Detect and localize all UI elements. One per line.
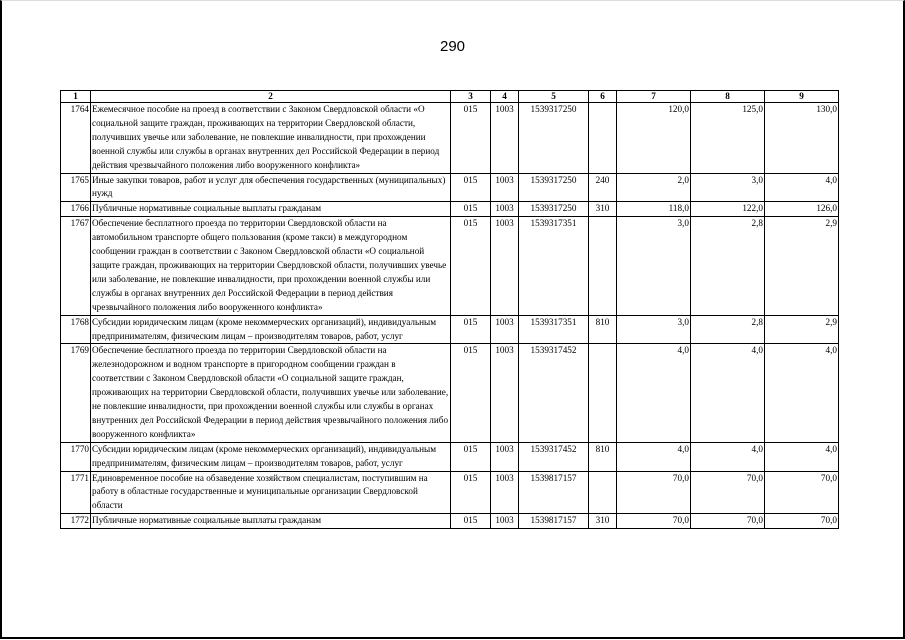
row-number: 1770	[61, 442, 91, 471]
value-year3: 2,9	[765, 217, 839, 315]
row-name: Обеспечение бесплатного проезда по территории Свердловской области на автомобильном транспорте общего пользования (кроме такси) в междугородном сообщении граждан в соответствии с Законом Свердловской области «О социальной защите граждан, проживающих на территории Свердловской области, получивших увечье или заболевание, не повлекшие инвалидности, при прохождении военной службы или службы в органах внутренних дел Российской Федерации в период действия чрезвычайного положения либо вооруженного конфликта»	[91, 217, 451, 315]
target-code: 1539817157	[519, 471, 589, 514]
expense-code: 310	[589, 202, 617, 217]
expense-code	[589, 217, 617, 315]
row-name: Публичные нормативные социальные выплаты гражданам	[91, 514, 451, 529]
budget-table	[60, 90, 839, 529]
value-year1: 4,0	[617, 442, 691, 471]
value-year1: 118,0	[617, 202, 691, 217]
row-name: Субсидии юридическим лицам (кроме некоммерческих организаций), индивидуальным предпринимателям, физическим лицам – производителям товаров, работ, услуг	[91, 315, 451, 344]
table-row	[61, 202, 839, 217]
ministry-code: 015	[451, 344, 491, 442]
value-year2: 122,0	[691, 202, 765, 217]
value-year1: 2,0	[617, 173, 691, 202]
row-number: 1765	[61, 173, 91, 202]
row-name: Обеспечение бесплатного проезда по территории Свердловской области на железнодорожном и водном транспорте в пригородном сообщении граждан в соответствии с Законом Свердловской области «О социальной защите граждан, проживающих на территории Свердловской области, получивших увечье или заболевание, не повлекшие инвалидности, при прохождении военной службы или службы в органах внутренних дел Российской Федерации в период действия чрезвычайного положения либо вооруженного конфликта»	[91, 344, 451, 442]
ministry-code: 015	[451, 442, 491, 471]
value-year3: 4,0	[765, 173, 839, 202]
target-code: 1539317351	[519, 217, 589, 315]
row-number: 1771	[61, 471, 91, 514]
table-row	[61, 442, 839, 471]
header-cell: 6	[589, 91, 617, 103]
header-cell: 5	[519, 91, 589, 103]
header-cell: 7	[617, 91, 691, 103]
table-row	[61, 103, 839, 174]
row-name: Субсидии юридическим лицам (кроме некоммерческих организаций), индивидуальным предпринимателям, физическим лицам – производителям товаров, работ, услуг	[91, 442, 451, 471]
page-number: 290	[439, 38, 466, 55]
value-year1: 3,0	[617, 315, 691, 344]
section-code: 1003	[491, 217, 519, 315]
expense-code: 240	[589, 173, 617, 202]
section-code: 1003	[491, 103, 519, 174]
row-name: Публичные нормативные социальные выплаты гражданам	[91, 202, 451, 217]
target-code: 1539317250	[519, 173, 589, 202]
row-number: 1767	[61, 217, 91, 315]
value-year2: 2,8	[691, 315, 765, 344]
expense-code: 810	[589, 315, 617, 344]
section-code: 1003	[491, 442, 519, 471]
value-year3: 130,0	[765, 103, 839, 174]
section-code: 1003	[491, 471, 519, 514]
value-year3: 70,0	[765, 471, 839, 514]
value-year3: 70,0	[765, 514, 839, 529]
header-cell: 8	[691, 91, 765, 103]
header-cell: 4	[491, 91, 519, 103]
value-year1: 70,0	[617, 514, 691, 529]
value-year1: 120,0	[617, 103, 691, 174]
table-row	[61, 344, 839, 442]
row-number: 1769	[61, 344, 91, 442]
value-year3: 2,9	[765, 315, 839, 344]
expense-code	[589, 103, 617, 174]
expense-code	[589, 471, 617, 514]
value-year3: 4,0	[765, 344, 839, 442]
row-name: Ежемесячное пособие на проезд в соответствии с Законом Свердловской области «О социальной защите граждан, проживающих на территории Свердловской области, получивших увечье или заболевание, не повлекшие инвалидности, при прохождении военной службы или службы в органах внутренних дел Российской Федерации в период действия чрезвычайного положения либо вооруженного конфликта»	[91, 103, 451, 174]
value-year2: 70,0	[691, 471, 765, 514]
value-year2: 4,0	[691, 344, 765, 442]
value-year3: 126,0	[765, 202, 839, 217]
table-row	[61, 471, 839, 514]
section-code: 1003	[491, 344, 519, 442]
expense-code	[589, 344, 617, 442]
section-code: 1003	[491, 514, 519, 529]
value-year2: 70,0	[691, 514, 765, 529]
ministry-code: 015	[451, 514, 491, 529]
ministry-code: 015	[451, 471, 491, 514]
header-row	[61, 91, 839, 103]
ministry-code: 015	[451, 202, 491, 217]
header-cell: 9	[765, 91, 839, 103]
row-number: 1766	[61, 202, 91, 217]
value-year2: 2,8	[691, 217, 765, 315]
table-row	[61, 315, 839, 344]
ministry-code: 015	[451, 103, 491, 174]
table-row	[61, 514, 839, 529]
header-cell: 3	[451, 91, 491, 103]
value-year1: 4,0	[617, 344, 691, 442]
target-code: 1539317452	[519, 344, 589, 442]
target-code: 1539817157	[519, 514, 589, 529]
value-year2: 125,0	[691, 103, 765, 174]
target-code: 1539317351	[519, 315, 589, 344]
table-row	[61, 173, 839, 202]
header-cell: 1	[61, 91, 91, 103]
target-code: 1539317250	[519, 103, 589, 174]
header-cell: 2	[91, 91, 451, 103]
expense-code: 810	[589, 442, 617, 471]
section-code: 1003	[491, 202, 519, 217]
expense-code: 310	[589, 514, 617, 529]
table-row	[61, 217, 839, 315]
section-code: 1003	[491, 173, 519, 202]
row-name: Единовременное пособие на обзаведение хозяйством специалистам, поступившим на работу в областные государственные и муниципальные организации Свердловской области	[91, 471, 451, 514]
value-year2: 3,0	[691, 173, 765, 202]
section-code: 1003	[491, 315, 519, 344]
value-year1: 70,0	[617, 471, 691, 514]
row-number: 1772	[61, 514, 91, 529]
value-year2: 4,0	[691, 442, 765, 471]
ministry-code: 015	[451, 315, 491, 344]
target-code: 1539317250	[519, 202, 589, 217]
row-name: Иные закупки товаров, работ и услуг для обеспечения государственных (муниципальных) нужд	[91, 173, 451, 202]
target-code: 1539317452	[519, 442, 589, 471]
value-year1: 3,0	[617, 217, 691, 315]
row-number: 1764	[61, 103, 91, 174]
ministry-code: 015	[451, 173, 491, 202]
ministry-code: 015	[451, 217, 491, 315]
row-number: 1768	[61, 315, 91, 344]
value-year3: 4,0	[765, 442, 839, 471]
